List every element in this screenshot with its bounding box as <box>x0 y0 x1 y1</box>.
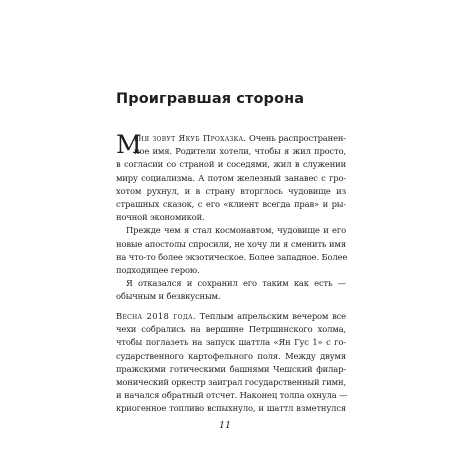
lead-smallcaps: Весна 2018 года. <box>116 311 196 321</box>
paragraph-intro <box>116 132 346 224</box>
paragraph-line: страшных сказок, с его «клиент всегда прав» и ры- <box>116 198 346 209</box>
paragraph-line: в согласии со страной и соседями, жил в служении <box>116 159 346 170</box>
paragraph-line <box>116 132 346 145</box>
chapter-title: Проигравшая сторона <box>116 91 305 107</box>
paragraph-line: хотом рухнул, и в страну вторглось чудовище из <box>116 185 346 196</box>
paragraph-line: монический оркестр заиграл государственный гимн, <box>116 376 346 387</box>
paragraph-line: обычным и безвкусным. <box>116 291 221 302</box>
lead-text: Теплым апрельским вечером все <box>195 311 346 321</box>
paragraph-line: миру социализма. А потом железный занавес с гро- <box>116 172 346 183</box>
paragraph-line: подходящее герою. <box>116 264 200 275</box>
page-number: 11 <box>218 420 232 431</box>
paragraph-line: Прежде чем я стал космонавтом, чудовище и его <box>126 225 346 236</box>
paragraph-line: ное имя. Родители хотели, чтобы я жил просто, <box>134 146 346 157</box>
paragraph-line: чтобы поглазеть на запуск шаттла «Ян Гус 1» с го- <box>116 337 346 348</box>
paragraph-line: и начался обратный отсчет. Наконец толпа охнула — <box>116 390 348 401</box>
paragraph-launch <box>116 310 346 416</box>
paragraph-rename <box>116 224 346 277</box>
lead-smallcaps: еня зовут Якуб Прохазка. <box>134 133 247 143</box>
paragraph-line: сударственного картофельного поля. Между двумя <box>116 350 346 361</box>
paragraph-refusal <box>116 277 346 303</box>
paragraph-line: ночной экономикой. <box>116 212 205 223</box>
paragraph-line: чехи собрались на вершине Петршинского холма, <box>116 324 346 335</box>
paragraph-line: Я отказался и сохранил его таким как есть — <box>126 278 346 289</box>
paragraph-line: новые апостолы спросили, не хочу ли я сменить имя <box>116 238 346 249</box>
drop-cap: М <box>116 130 142 159</box>
paragraph-line: на что-то более экзотическое. Более западное. Более <box>116 251 348 262</box>
paragraph-line: криогенное топливо вспыхнуло, и шаттл взметнулся <box>116 403 346 414</box>
paragraph-line <box>116 310 346 323</box>
lead-text: Очень распространен- <box>246 133 346 143</box>
paragraph-line: пражскими готическими башнями Чешский филар- <box>116 363 346 374</box>
